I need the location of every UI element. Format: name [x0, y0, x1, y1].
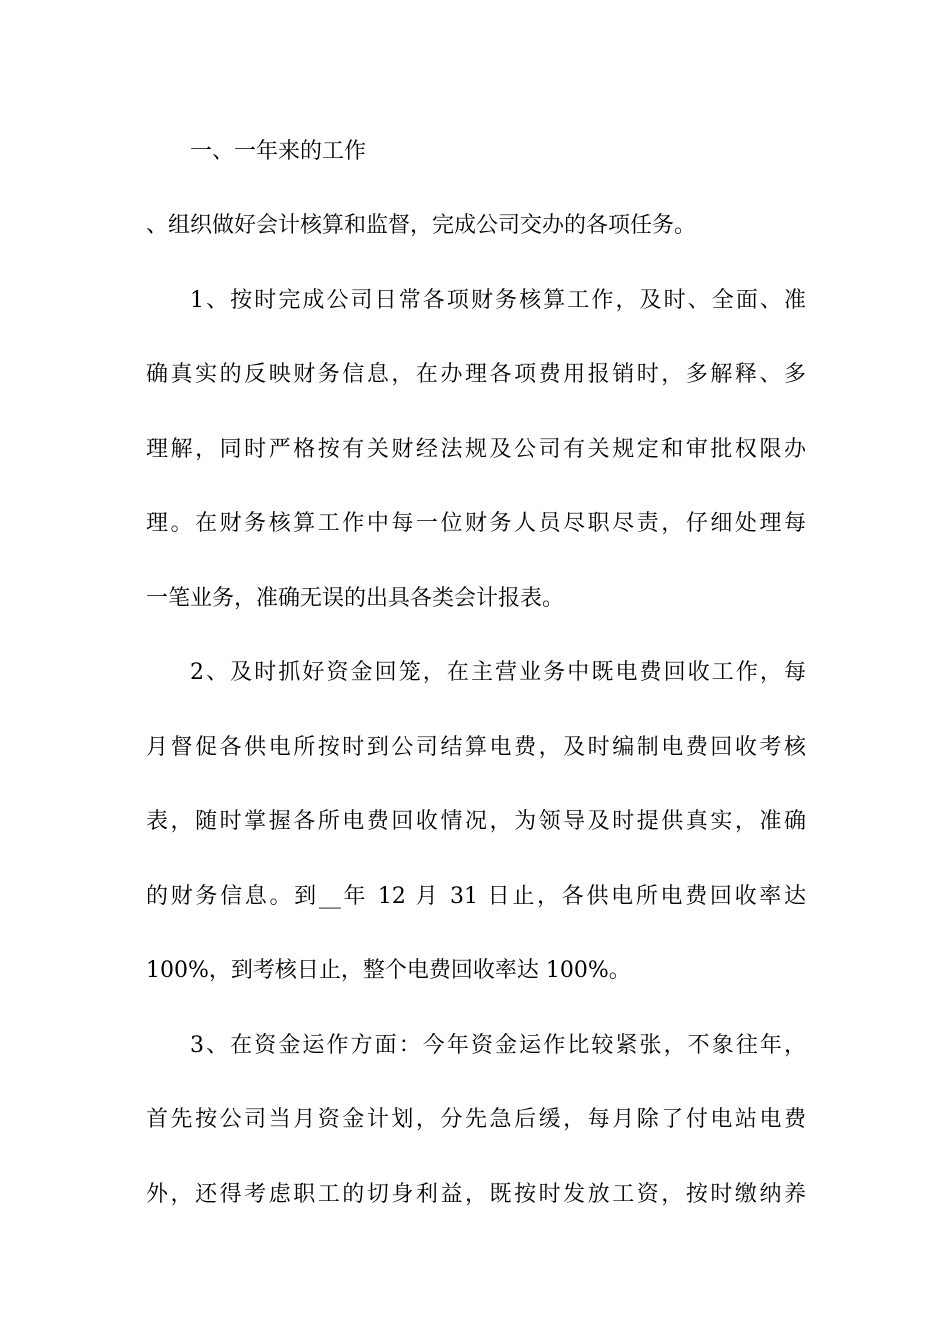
paragraph-line: 3、在资金运作方面：今年资金运作比较紧张，不象往年，	[190, 1033, 806, 1058]
paragraph-line: 确真实的反映财务信息，在办理各项费用报销时，多解释、多	[146, 362, 806, 387]
paragraph-line: 、组织做好会计核算和监督，完成公司交办的各项任务。	[146, 213, 697, 238]
paragraph-line: 理解，同时严格按有关财经法规及公司有关规定和审批权限办	[146, 437, 806, 462]
paragraph-line: 1、按时完成公司日常各项财务核算工作，及时、全面、准	[190, 288, 806, 313]
paragraph-line: 的财务信息。到__年 12 月 31 日止，各供电所电费回收率达	[146, 884, 806, 909]
paragraph-line: 一笔业务，准确无误的出具各类会计报表。	[146, 586, 565, 611]
paragraph-line: 2、及时抓好资金回笼，在主营业务中既电费回收工作，每	[190, 660, 806, 685]
paragraph-line: 首先按公司当月资金计划，分先急后缓，每月除了付电站电费	[146, 1107, 806, 1132]
paragraph-line: 理。在财务核算工作中每一位财务人员尽职尽责，仔细处理每	[146, 511, 806, 536]
paragraph-line: 100%，到考核日止，整个电费回收率达 100%。	[146, 958, 631, 983]
section-heading: 一、一年来的工作	[190, 139, 367, 164]
paragraph-line: 月督促各供电所按时到公司结算电费，及时编制电费回收考核	[146, 735, 806, 760]
paragraph-line: 表，随时掌握各所电费回收情况，为领导及时提供真实，准确	[146, 809, 806, 834]
paragraph-line: 外，还得考虑职工的切身利益，既按时发放工资，按时缴纳养	[146, 1182, 806, 1207]
